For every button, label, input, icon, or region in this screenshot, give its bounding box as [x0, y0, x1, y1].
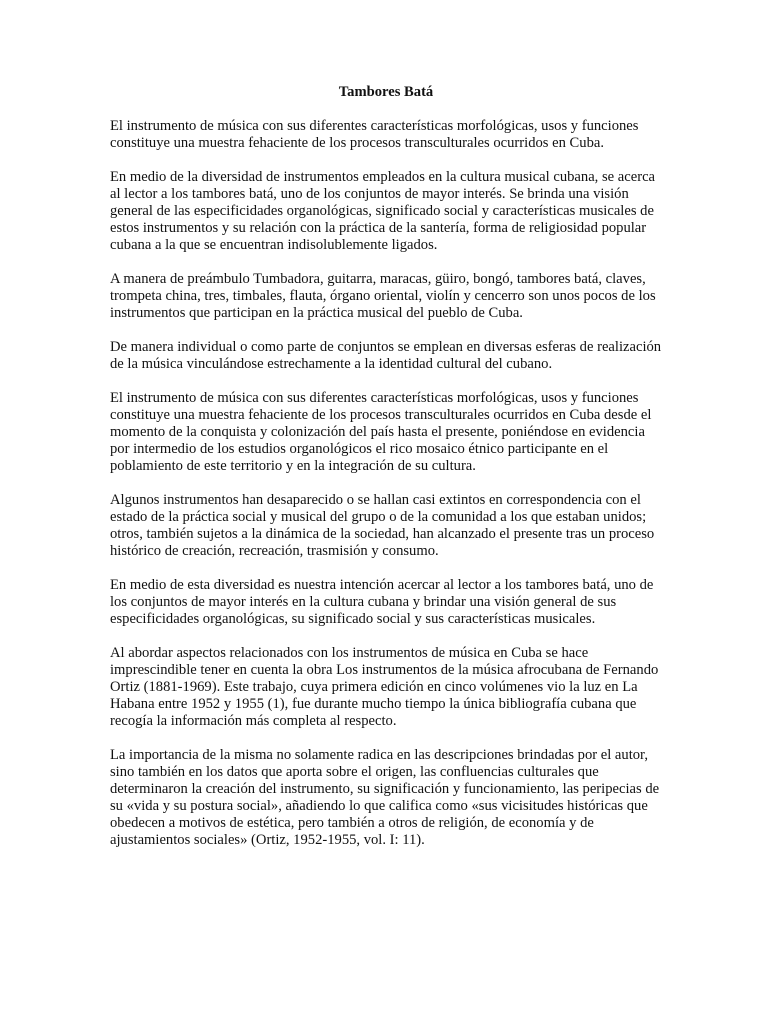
paragraph: Algunos instrumentos han desaparecido o se hallan casi extintos en correspondencia con el estado de la práctica social y musical del grupo o de la comunidad a los que estaban unidos; otros, también sujetos a la dinámica de la sociedad, han alcanzado el presente tras un proceso histórico de creación, recreación, trasmisión y consumo.	[110, 492, 655, 559]
paragraph: De manera individual o como parte de conjuntos se emplean en diversas esferas de realización de la música vinculándose estrechamente a la identidad cultural del cubano.	[110, 339, 662, 372]
document-body	[110, 84, 662, 849]
paragraph: En medio de la diversidad de instrumentos empleados en la cultura musical cubana, se acerca al lector a los tambores batá, uno de los conjuntos de mayor interés. Se brinda una visión general de las especificidades organológicas, significado social y características musicales de estos instrumentos y su relación con la práctica de la santería, forma de religiosidad popular cubana a la que se encuentran indisolublemente ligados.	[110, 169, 656, 253]
paragraph: El instrumento de música con sus diferentes características morfológicas, usos y funciones constituye una muestra fehaciente de los procesos transculturales ocurridos en Cuba.	[110, 118, 639, 151]
document-title: Tambores Batá	[338, 84, 434, 100]
paragraph: El instrumento de música con sus diferentes características morfológicas, usos y funciones constituye una muestra fehaciente de los procesos transculturales ocurridos en Cuba desde el momento de la conquista y colonización del país hasta el presente, poniéndose en evidencia por intermedio de los estudios organológicos el rico mosaico étnico participante en el poblamiento de este territorio y en la integración de su cultura.	[110, 390, 652, 474]
paragraph: A manera de preámbulo Tumbadora, guitarra, maracas, güiro, bongó, tambores batá, claves, trompeta china, tres, timbales, flauta, órgano oriental, violín y cencerro son unos pocos de los instrumentos que participan en la práctica musical del pueblo de Cuba.	[110, 271, 656, 321]
paragraph: En medio de esta diversidad es nuestra intención acercar al lector a los tambores batá, uno de los conjuntos de mayor interés en la cultura cubana y brindar una visión general de sus especificidades organológicas, su significado social y sus características musicales.	[110, 577, 654, 627]
paragraph: La importancia de la misma no solamente radica en las descripciones brindadas por el autor, sino también en los datos que aporta sobre el origen, las confluencias culturales que determinaron la creación del instrumento, su significación y funcionamiento, las peripecias de su «vida y su postura social», añadiendo lo que califica como «sus vicisitudes históricas que obedecen a motivos de estética, pero también a otros de religión, de economía y de ajustamientos sociales» (Ortiz, 1952-1955, vol. I: 11).	[110, 747, 660, 848]
paragraph: Al abordar aspectos relacionados con los instrumentos de música en Cuba se hace imprescindible tener en cuenta la obra Los instrumentos de la música afrocubana de Fernando Ortiz (1881-1969). Este trabajo, cuya primera edición en cinco volúmenes vio la luz en La Habana entre 1952 y 1955 (1), fue durante mucho tiempo la única bibliografía cubana que recogía la información más completa al respecto.	[110, 645, 659, 729]
